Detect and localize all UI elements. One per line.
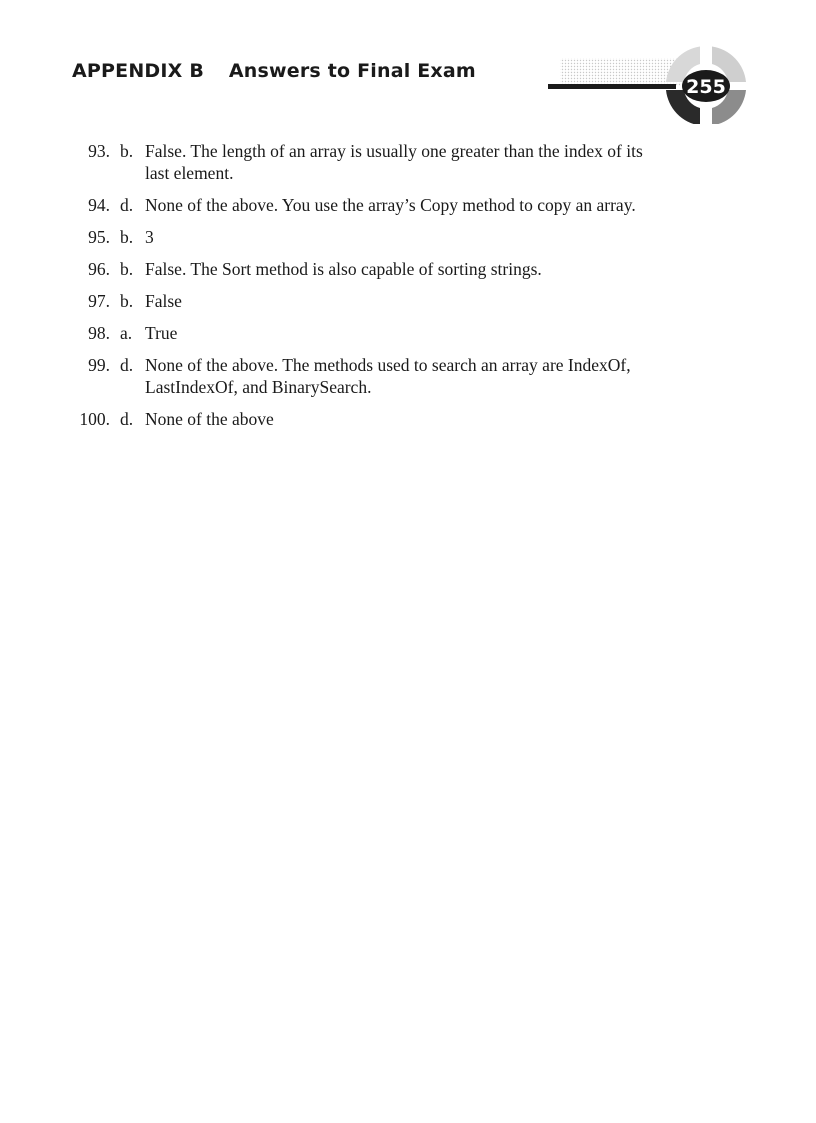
appendix-label: APPENDIX B <box>72 60 205 82</box>
answer-item <box>0 290 816 312</box>
answer-item <box>0 258 816 280</box>
answer-text: None of the above. You use the array’s Copy method to copy an array. <box>145 195 636 215</box>
answer-text: False. The Sort method is also capable of sorting strings. <box>145 259 542 279</box>
halftone-band <box>560 58 680 86</box>
running-head <box>72 60 476 82</box>
question-number: 97. <box>88 291 110 311</box>
answer-text: None of the above. The methods used to search an array are IndexOf, LastIndexOf, and BinarySearch. <box>145 355 631 397</box>
question-number: 100. <box>79 409 110 429</box>
answer-text: False <box>145 291 182 311</box>
answer-item <box>0 354 816 398</box>
answer-letter: b. <box>120 259 134 279</box>
answer-letter: b. <box>120 227 134 247</box>
answer-item <box>0 408 816 430</box>
answer-letter: d. <box>120 409 134 429</box>
answer-text: True <box>145 323 178 343</box>
question-number: 93. <box>88 141 110 161</box>
page-number: 255 <box>686 76 726 98</box>
answer-text: None of the above <box>145 409 274 429</box>
answer-text: False. The length of an array is usually one greater than the index of its last element. <box>145 141 643 183</box>
answer-item <box>0 226 816 248</box>
header-rule <box>548 84 676 89</box>
answer-letter: b. <box>120 141 134 161</box>
answer-list <box>0 140 816 440</box>
page-number-badge <box>540 44 756 124</box>
question-number: 95. <box>88 227 110 247</box>
answer-item <box>0 140 816 184</box>
answer-letter: a. <box>120 323 133 343</box>
answer-item <box>0 194 816 216</box>
question-number: 96. <box>88 259 110 279</box>
answer-text: 3 <box>145 227 154 247</box>
page-header <box>0 0 816 130</box>
answer-item <box>0 322 816 344</box>
chapter-title: Answers to Final Exam <box>228 60 476 82</box>
answer-letter: b. <box>120 291 134 311</box>
question-number: 99. <box>88 355 110 375</box>
question-number: 94. <box>88 195 110 215</box>
answer-letter: d. <box>120 355 134 375</box>
question-number: 98. <box>88 323 110 343</box>
answer-letter: d. <box>120 195 134 215</box>
